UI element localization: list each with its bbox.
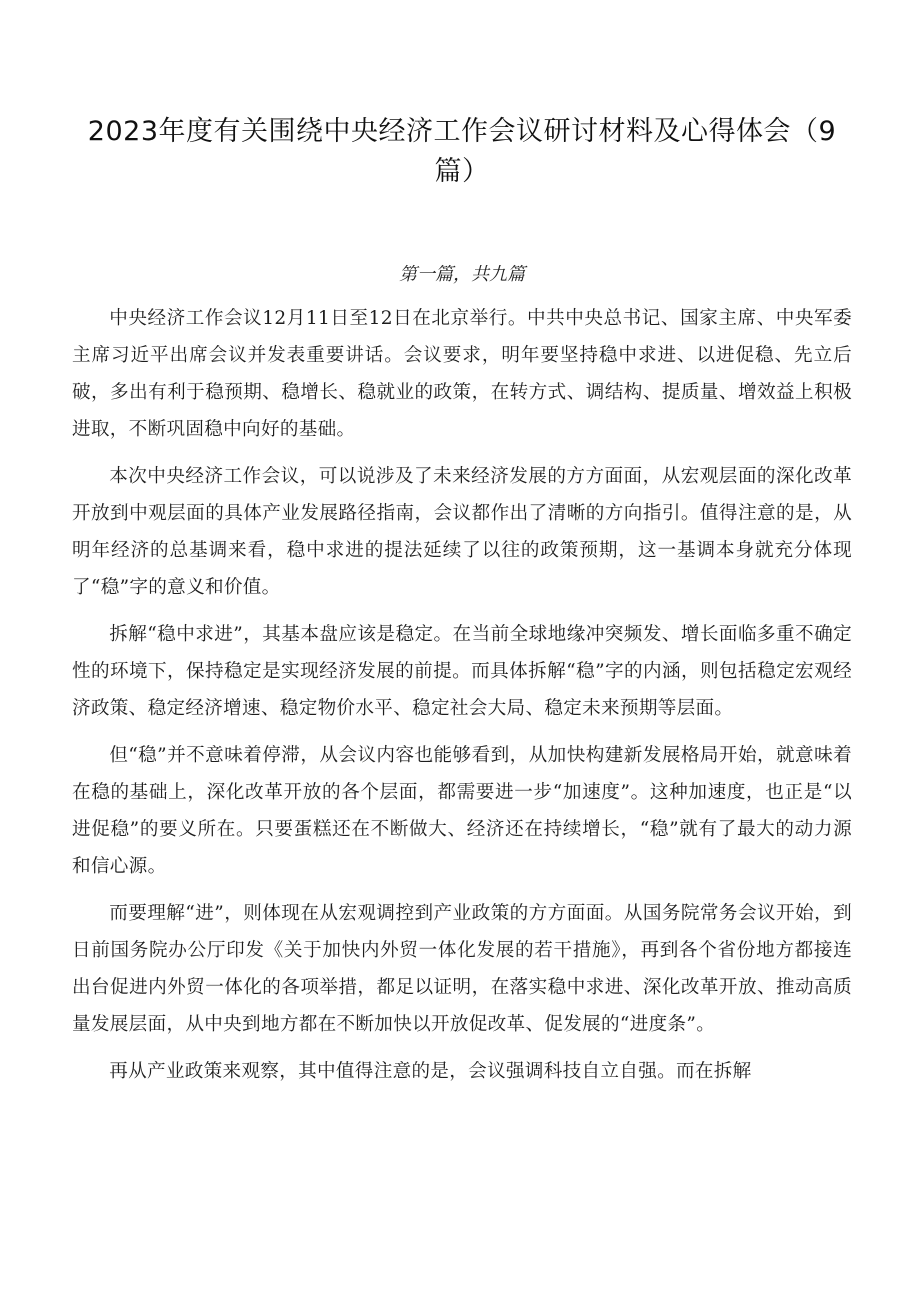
paragraph: 本次中央经济工作会议，可以说涉及了未来经济发展的方方面面，从宏观层面的深化改革开放到中观层面的具体产业发展路径指南，会议都作出了清晰的方向指引。值得注意的是，从明年经济的总基调来看，稳中求进的提法延续了以往的政策预期，这一基调本身就充分体现了“稳”字的意义和价值。 — [72, 466, 852, 598]
paragraph: 再从产业政策来观察，其中值得注意的是，会议强调科技自立自强。而在拆解 — [109, 1061, 752, 1082]
paragraph: 而要理解“进”，则体现在从宏观调控到产业政策的方方面面。从国务院常务会议开始，到日前国务院办公厅印发《关于加快内外贸一体化发展的若干措施》，再到各个省份地方都接连出台促进内外贸一体化的各项举措，都足以证明，在落实稳中求进、深化改革开放、推动高质量发展层面，从中央到地方都在不断加快以开放促改革、促发展的“进度条”。 — [72, 903, 852, 1035]
section-heading: 第一篇，共九篇 — [399, 264, 525, 285]
paragraph: 中央经济工作会议12月11日至12日在北京举行。中共中央总书记、国家主席、中央军委主席习近平出席会议并发表重要讲话。会议要求，明年要坚持稳中求进、以进促稳、先立后破，多出有利于稳预期、稳增长、稳就业的政策，在转方式、调结构、提质量、增效益上积极进取，不断巩固稳中向好的基础。 — [72, 308, 852, 440]
paragraph: 但“稳”并不意味着停滞，从会议内容也能够看到，从加快构建新发展格局开始，就意味着在稳的基础上，深化改革开放的各个层面，都需要进一步“加速度”。这种加速度，也正是“以进促稳”的要义所在。只要蛋糕还在不断做大、经济还在持续增长，“稳”就有了最大的动力源和信心源。 — [72, 745, 852, 877]
document-title: 2023年度有关围绕中央经济工作会议研讨材料及心得体会（9篇） — [87, 116, 837, 187]
document-body — [72, 300, 852, 1090]
paragraph: 拆解“稳中求进”，其基本盘应该是稳定。在当前全球地缘冲突频发、增长面临多重不确定性的环境下，保持稳定是实现经济发展的前提。而具体拆解“稳”字的内涵，则包括稳定宏观经济政策、稳定经济增速、稳定物价水平、稳定社会大局、稳定未来预期等层面。 — [72, 624, 852, 719]
